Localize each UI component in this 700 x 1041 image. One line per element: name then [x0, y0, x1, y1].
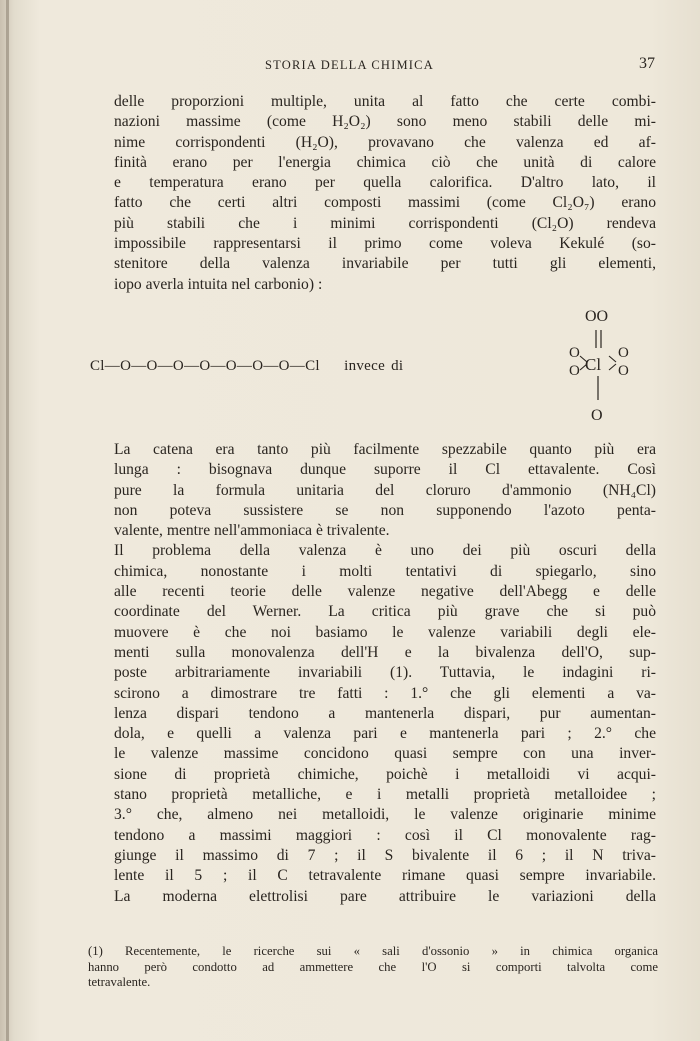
footnote — [88, 944, 658, 991]
atom-cl: Cl — [585, 355, 602, 374]
formula-top-label: OO — [585, 308, 609, 325]
text-line: lenza dispari tendono a mantenerla dispari, pur aumentan- — [114, 704, 656, 722]
text-line: menti sulla monovalenza dell'H e la bivalenza dell'O, sup- — [114, 643, 656, 661]
footnote-line: hanno però condotto ad ammettere che l'O si comporti talvolta come — [88, 959, 658, 974]
text-line: le valenze massime concidono quasi sempre con una inver- — [114, 745, 656, 763]
footnote-line: (1) Recentemente, le ricerche sui « sali d'ossonio » in chimica organica — [88, 944, 658, 958]
text-line: lente il 5 ; il C tetravalente rimane quasi sempre invariabile. — [114, 867, 656, 885]
atom-o: O — [591, 407, 603, 424]
formula-chain — [90, 358, 403, 375]
chemical-formula — [90, 300, 660, 430]
text-line: chimica, nonostante i molti tentativi di spiegarlo, sino — [114, 562, 656, 580]
text-line: alle recenti teorie delle valenze negative dell'Abegg e delle — [114, 583, 656, 601]
text-line: tendono a massimi maggiori : così il Cl monovalente rag- — [114, 826, 656, 844]
text-line: pure la formula unitaria del cloruro d'ammonio (NH₄Cl) — [114, 481, 656, 499]
text-line: scirono a dimostrare tre fatti : 1.° che gli elementi a va- — [114, 684, 656, 702]
bond-line — [609, 364, 616, 370]
atom-o: O — [569, 363, 580, 379]
running-title: STORIA DELLA CHIMICA — [265, 58, 434, 72]
text-line: muovere è che noi basiamo le valenze variabili degli ele- — [114, 623, 656, 641]
footnote-line: tetravalente. — [88, 975, 151, 989]
paragraph-2 — [114, 440, 656, 907]
page-gutter-shadow — [6, 0, 9, 1041]
text-line: più stabili che i minimi corrispondenti (Cl₂O) rendeva — [114, 214, 656, 232]
text-line: valente, mentre nell'ammoniaca è trivalente. — [114, 522, 390, 540]
page-number: 37 — [639, 55, 655, 72]
paragraph-1 — [114, 92, 656, 295]
page-header — [110, 55, 655, 78]
structural-formula — [565, 300, 660, 430]
text-line: iopo averla intuita nel carbonio) : — [114, 275, 323, 293]
text-line: La moderna elettrolisi pare attribuire le variazioni della — [114, 887, 656, 905]
bond-line — [609, 356, 616, 362]
text-line: dola, e quelli a valenza pari e mantenerla pari ; 2.° che — [114, 725, 656, 743]
atom-o: O — [618, 345, 629, 361]
text-line: Il problema della valenza è uno dei più oscuri della — [114, 542, 656, 560]
atom-o: O — [569, 345, 580, 361]
text-line: e temperatura erano per quella calorifica. D'altro lato, il — [114, 174, 656, 192]
text-line: stano proprietà metalliche, e i metalli proprietà metalloidee ; — [114, 786, 656, 804]
atom-o: O — [618, 363, 629, 379]
text-line: stenitore della valenza invariabile per tutti gli elementi, — [114, 255, 656, 273]
text-line: non poteva sussistere se non supponendo l'azoto penta- — [114, 501, 656, 519]
text-line: coordinate del Werner. La critica più grave che si può — [114, 603, 656, 621]
text-line: poste arbitrariamente invariabili (1). Tuttavia, le indagini ri- — [114, 664, 656, 682]
text-line: finità erano per l'energia chimica ciò che unità di calore — [114, 153, 656, 171]
text-line: giunge il massimo di 7 ; il S bivalente il 6 ; il N triva- — [114, 846, 656, 864]
text-line: nime corrispondenti (H₂O), provavano che valenza ed af- — [114, 133, 656, 151]
text-line: fatto che certi altri composti massimi (come Cl₂O₇) erano — [114, 194, 656, 212]
text-line: sione di proprietà chimiche, poichè i metalloidi vi acqui- — [114, 765, 656, 783]
formula-chain-text: Cl—O—O—O—O—O—O—O—Cl — [90, 358, 320, 374]
text-line: 3.° che, almeno nei metalloidi, le valenze originarie minime — [114, 806, 656, 824]
text-line: impossibile rappresentarsi il primo come voleva Kekulé (so- — [114, 235, 656, 253]
text-line: nazioni massime (come H₂O₂) sono meno stabili delle mi- — [114, 113, 656, 131]
formula-connector: invece di — [344, 358, 404, 374]
text-line: lunga : bisognava dunque suporre il Cl ettavalente. Così — [114, 461, 656, 479]
text-line: La catena era tanto più facilmente spezzabile quanto più era — [114, 441, 656, 458]
text-line: delle proporzioni multiple, unita al fatto che certe combi- — [114, 93, 656, 110]
